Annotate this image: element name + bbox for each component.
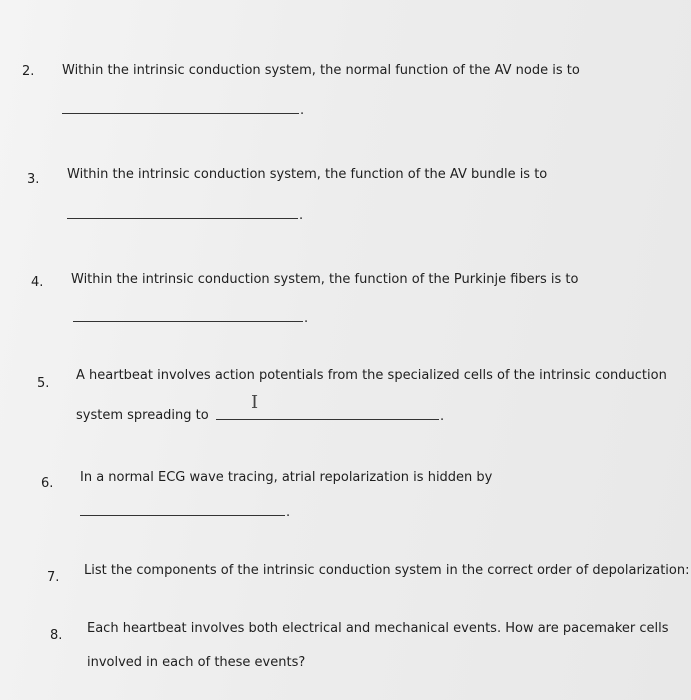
question-6-number: 6. <box>41 476 54 491</box>
question-3-number: 3. <box>27 172 40 187</box>
question-5-text: A heartbeat involves action potentials from the specialized cells of the intrinsic conduction <box>76 368 667 383</box>
question-5-period: . <box>440 409 445 424</box>
question-4-text: Within the intrinsic conduction system, the function of the Purkinje fibers is to <box>71 272 579 287</box>
question-6-answer-blank[interactable] <box>80 515 285 516</box>
question-7-number: 7. <box>47 570 60 585</box>
question-2-period: . <box>300 103 305 118</box>
question-8-text: Each heartbeat involves both electrical and mechanical events. How are pacemaker cells <box>87 621 669 636</box>
question-4-answer-blank[interactable] <box>73 321 303 322</box>
question-2-text: Within the intrinsic conduction system, the normal function of the AV node is to <box>62 63 580 78</box>
question-7-text: List the components of the intrinsic conduction system in the correct order of depolarization: <box>84 563 690 578</box>
question-3-answer-blank[interactable] <box>67 218 298 219</box>
text-cursor-icon: I <box>251 392 259 413</box>
question-5-answer-blank[interactable] <box>216 419 439 420</box>
question-8-text-line2: involved in each of these events? <box>87 655 306 670</box>
question-6-period: . <box>286 505 291 520</box>
question-2-answer-blank[interactable] <box>62 113 299 114</box>
question-8-number: 8. <box>50 628 63 643</box>
question-5-number: 5. <box>37 376 50 391</box>
question-6-text: In a normal ECG wave tracing, atrial repolarization is hidden by <box>80 470 493 485</box>
question-3-period: . <box>299 208 304 223</box>
question-2-number: 2. <box>22 64 35 79</box>
question-3-text: Within the intrinsic conduction system, the function of the AV bundle is to <box>67 167 548 182</box>
question-4-period: . <box>304 311 309 326</box>
question-4-number: 4. <box>31 275 44 290</box>
question-5-text-line2: system spreading to <box>76 408 209 423</box>
